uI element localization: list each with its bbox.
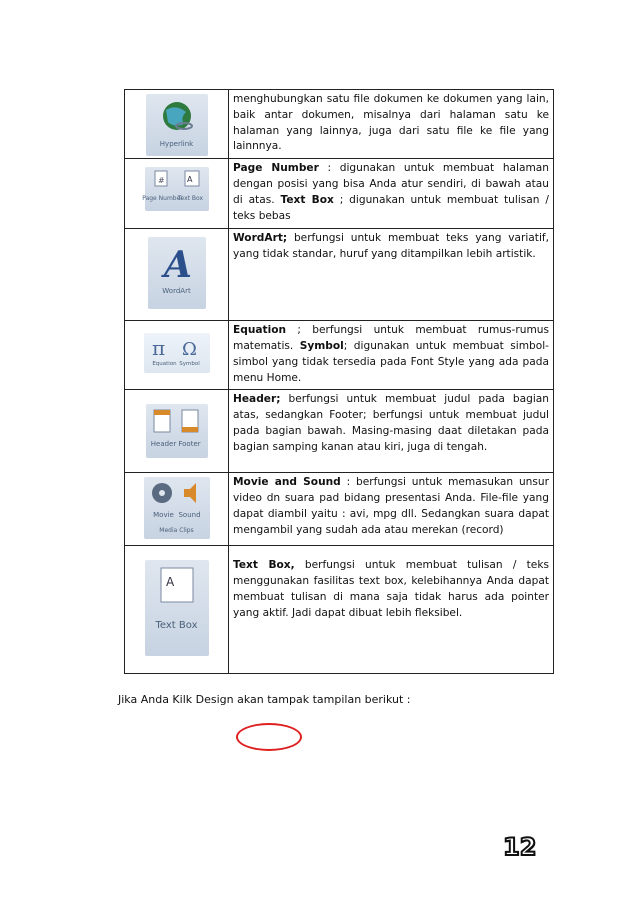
hyperlink-description: menghubungkan satu file dokumen ke dokumen yang lain, baik antar dokumen, misalnya dari halaman satu ke halaman yang lainnya, juga dari satu file ke file yang lainnnya.	[233, 93, 549, 153]
icon-cell	[125, 90, 229, 159]
text-box-graphic	[145, 560, 209, 608]
description-cell	[229, 90, 554, 159]
text-box-description	[229, 546, 553, 624]
description-cell	[229, 390, 554, 473]
movie-sound-description	[229, 473, 553, 541]
page-number-graphic	[145, 167, 209, 197]
keyword: Equation	[233, 324, 287, 337]
icon-cell	[125, 473, 229, 546]
svg-text:#: #	[157, 176, 165, 186]
icon-cell	[125, 546, 229, 674]
equation-graphic	[144, 333, 210, 359]
description-text: ; digunakan untuk membuat simbol-simbol yang tidak tersedia pada Font Style yang ada pada menu Home.	[233, 339, 549, 384]
highlight-oval	[236, 723, 302, 751]
keyword: Symbol	[299, 339, 344, 352]
description-text: : digunakan untuk membuat halaman dengan posisi yang bisa Anda atur sendiri, di bawah atau di atas.	[233, 162, 549, 206]
keyword: Header;	[233, 393, 281, 406]
icon-label-2: Footer	[178, 440, 201, 449]
header-footer-icon	[146, 404, 208, 458]
icon-label-2: Symbol	[179, 361, 200, 368]
description-text: ; berfungsi untuk membuat rumus-rumus matematis.	[233, 324, 549, 352]
svg-text:A: A	[165, 575, 174, 590]
icon-cell	[125, 159, 229, 229]
ribbon-feature-table	[124, 89, 554, 674]
keyword: Text Box	[280, 193, 334, 206]
icon-cell	[125, 390, 229, 473]
keyword: Page Number	[233, 162, 319, 175]
description-text: berfungsi untuk membuat tulisan / teks menggunakan fasilitas text box, kelebihannya Anda dapat membuat tulisan di mana saja tidak harus ada pointer yang aktif. Jadi dapat dibuat lebih fleksibel.	[233, 559, 549, 619]
icon-label: Hyperlink	[159, 140, 194, 148]
wordart-graphic	[148, 237, 206, 287]
text-box-icon	[145, 560, 209, 656]
icon-label: Movie	[153, 511, 174, 520]
icon-label: Text Box	[155, 620, 198, 632]
svg-text:A: A	[186, 175, 192, 185]
keyword: Movie and Sound	[233, 476, 341, 489]
description-text: ; digunakan untuk membuat tulisan / teks bebas	[233, 193, 549, 222]
header-description	[229, 390, 553, 458]
page-number-icon	[142, 167, 209, 211]
icon-label: Header	[150, 440, 177, 449]
movie-sound-graphic	[144, 477, 210, 511]
icon-cell	[125, 229, 229, 321]
svg-text:A: A	[163, 244, 192, 287]
description-cell	[229, 321, 554, 390]
description-cell	[229, 229, 554, 321]
description-cell	[229, 546, 554, 674]
movie-sound-icon	[144, 477, 210, 539]
equation-icon	[144, 333, 210, 373]
svg-text:Ω: Ω	[181, 339, 197, 360]
keyword: WordArt;	[233, 232, 288, 245]
header-footer-graphic	[146, 404, 208, 440]
description-text: : berfungsi untuk memasukan unsur video dn suara pad bidang presentasi Anda. File-file yang dapat diambil yaitu : avi, mpg dll. Sedangkan suara dapat mengambil yang sudah ada atau merekan (record)	[233, 476, 549, 536]
icon-cell	[125, 321, 229, 390]
icon-label-2: Text Box	[177, 195, 204, 203]
icon-label: Equation	[152, 361, 177, 368]
wordart-icon	[148, 237, 206, 309]
description-cell	[229, 473, 554, 546]
page-number: 12	[503, 833, 537, 861]
icon-label-2: Sound	[178, 511, 201, 520]
svg-text:π: π	[151, 336, 165, 360]
keyword: Text Box,	[233, 559, 295, 572]
description-cell	[229, 159, 554, 229]
description-text: berfungsi untuk membuat teks yang variatif, yang tidak standar, huruf yang ditampilkan lebih artistik.	[233, 232, 549, 260]
wordart-description	[229, 229, 553, 266]
equation-description	[229, 321, 553, 389]
icon-label: WordArt	[162, 287, 191, 296]
page-number-description	[229, 159, 553, 227]
group-label: Media Clips	[159, 527, 194, 535]
globe-icon	[146, 94, 208, 156]
design-intro-text: Jika Anda Kilk Design akan tampak tampilan berikut :	[118, 693, 411, 706]
icon-label: Page Number	[142, 195, 183, 203]
description-text: berfungsi untuk membuat judul pada bagian atas, sedangkan Footer; berfungsi untuk membuat judul pada bagian bawah. Masing-masing daat diletakan pada bagian samping kanan atau kiri, juga di tengah.	[233, 393, 549, 453]
